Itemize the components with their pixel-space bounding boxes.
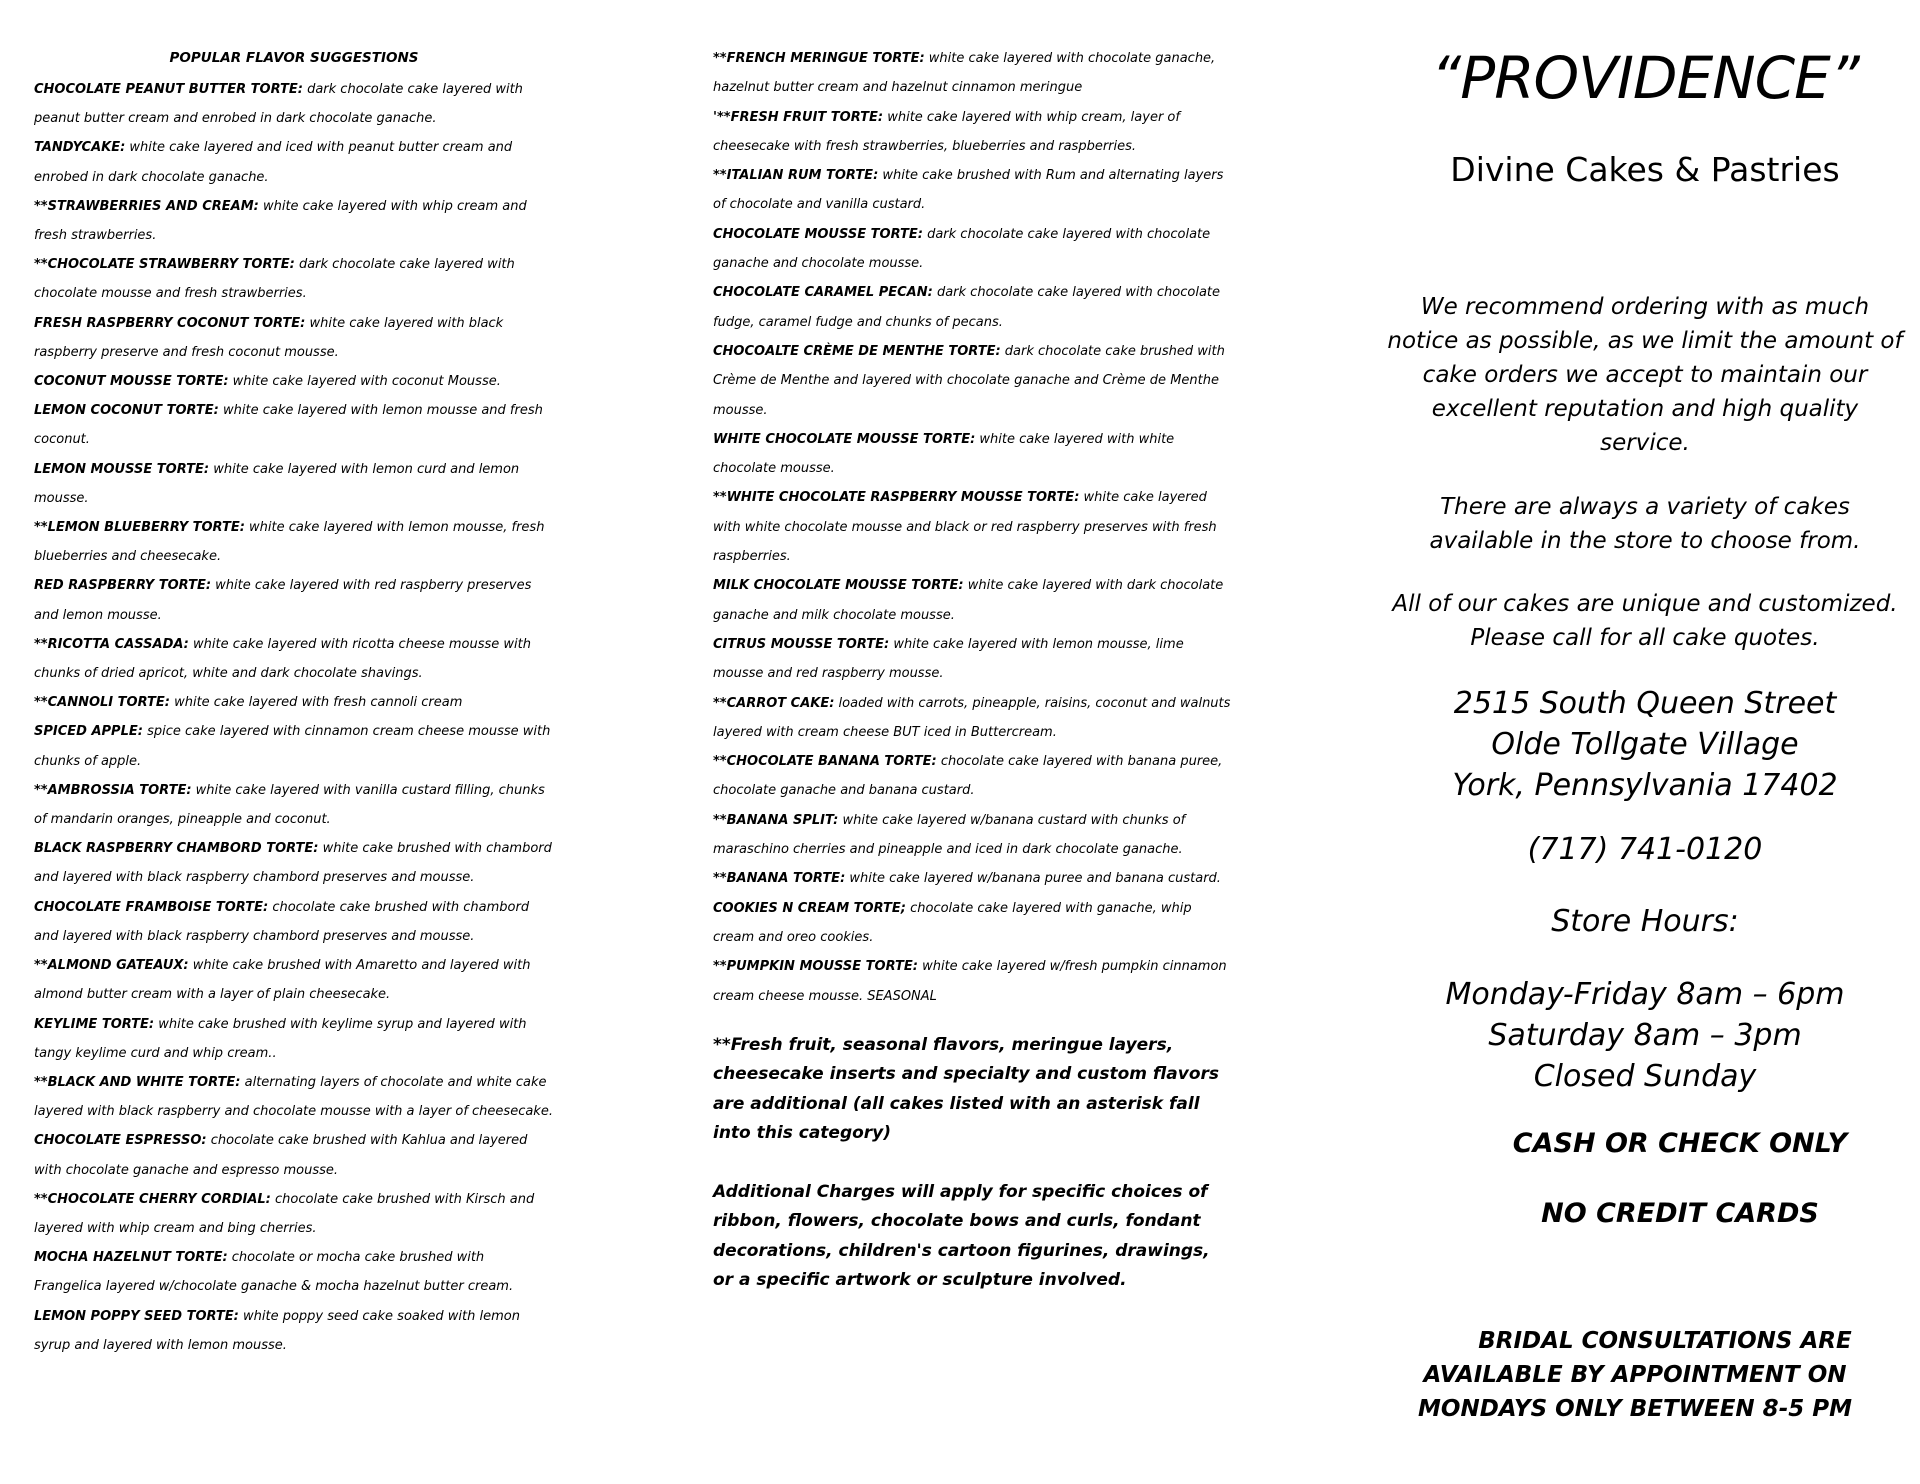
flavor-item	[34, 455, 554, 513]
flavor-name: **RICOTTA CASSADA:	[34, 636, 189, 652]
flavor-item	[34, 1126, 554, 1184]
store-hours	[1380, 974, 1910, 1097]
flavor-column-2	[713, 44, 1233, 1325]
flavor-name: **ALMOND GATEAUX:	[34, 958, 189, 974]
flavor-name: MILK CHOCOLATE MOUSSE TORTE:	[713, 578, 964, 594]
flavor-name: BLACK RASPBERRY CHAMBORD TORTE:	[34, 841, 319, 857]
flavor-item	[713, 483, 1233, 571]
brand-title: “PROVIDENCE”	[1431, 44, 1859, 112]
flavor-description: white cake layered with white chocolate mousse.	[713, 431, 1175, 477]
flavor-name: TANDYCAKE:	[34, 140, 126, 156]
flavor-description: white cake layered with lemon mousse and fresh coconut.	[34, 403, 543, 448]
flavor-name: '**FRESH FRUIT TORTE:	[713, 109, 884, 125]
flavor-item	[34, 571, 554, 629]
flavor-name: **CHOCOLATE CHERRY CORDIAL:	[34, 1191, 271, 1207]
flavor-name: **CANNOLI TORTE:	[34, 695, 170, 711]
flavor-description: white cake layered and iced with peanut butter cream and enrobed in dark chocolate ganache.	[34, 140, 513, 185]
flavor-name: WHITE CHOCOLATE MOUSSE TORTE:	[713, 431, 976, 447]
hours-line: Monday-Friday 8am – 6pm	[1445, 977, 1845, 1012]
flavor-name: LEMON COCONUT TORTE:	[34, 403, 219, 419]
flavor-description: chocolate cake layered with ganache, whip cream and oreo cookies.	[713, 900, 1192, 945]
flavor-item	[713, 894, 1233, 953]
flavor-item	[713, 337, 1233, 425]
flavor-description: white cake layered with coconut Mousse.	[228, 374, 501, 390]
brand-subtitle: Divine Cakes & Pastries	[1450, 150, 1840, 189]
flavor-item	[34, 1302, 554, 1360]
flavor-name: **CHOCOLATE STRAWBERRY TORTE:	[34, 257, 295, 273]
flavor-item	[34, 396, 554, 454]
flavor-item	[34, 893, 554, 951]
flavor-description: white cake brushed with chambord and layered with black raspberry chambord preserves and mousse.	[34, 841, 552, 886]
hours-line: Saturday 8am – 3pm	[1488, 1018, 1802, 1053]
phone-number: (717) 741-0120	[1527, 832, 1763, 867]
flavor-item	[34, 309, 554, 367]
flavor-description: white cake layered with whip cream, layer of cheesecake with fresh strawberries, blueberries and raspberries.	[713, 109, 1180, 154]
flavor-description: white cake layered with lemon curd and lemon mousse.	[34, 461, 520, 506]
hours-title: Store Hours:	[1551, 904, 1739, 939]
bridal-line: AVAILABLE BY APPOINTMENT ON	[1423, 1362, 1847, 1388]
flavor-description: white cake brushed with keylime syrup and layered with tangy keylime curd and whip cream..	[34, 1016, 527, 1061]
bridal-line: MONDAYS ONLY BETWEEN 8-5 PM	[1418, 1396, 1852, 1422]
flavor-list-1	[34, 75, 554, 1360]
flavor-description: white cake layered w/banana puree and banana custard.	[845, 871, 1221, 887]
flavor-item	[34, 1243, 554, 1301]
additional-flavor-note: **Fresh fruit, seasonal flavors, meringue layers, cheesecake inserts and specialty and custom flavors are additional (all cakes listed with an asterisk fall into this category)	[713, 1034, 1220, 1144]
flavor-name: CITRUS MOUSSE TORTE:	[713, 636, 890, 652]
flavor-description: white poppy seed cake soaked with lemon syrup and layered with lemon mousse.	[34, 1308, 520, 1353]
flavor-description: dark chocolate cake layered with chocolate fudge, caramel fudge and chunks of pecans.	[713, 285, 1221, 330]
flavor-name: **CHOCOLATE BANANA TORTE:	[713, 754, 937, 770]
variety-notice: There are always a variety of cakes available in the store to choose from.	[1429, 494, 1861, 554]
flavor-item	[713, 747, 1233, 806]
flavor-item	[34, 250, 554, 308]
flavor-item	[34, 133, 554, 191]
flavor-item	[713, 220, 1233, 279]
flavor-description: white cake layered with lemon mousse, fresh blueberries and cheesecake.	[34, 520, 545, 565]
flavor-name: **STRAWBERRIES AND CREAM:	[34, 198, 259, 214]
flavor-description: spice cake layered with cinnamon cream cheese mousse with chunks of apple.	[34, 724, 551, 769]
flavor-item	[34, 951, 554, 1009]
flavor-item	[713, 864, 1233, 893]
address-line: 2515 South Queen Street	[1453, 686, 1837, 721]
flavor-description: white cake layered with whip cream and fresh strawberries.	[34, 198, 527, 244]
flavor-item	[34, 834, 554, 892]
flavor-name: **BANANA SPLIT:	[713, 812, 839, 828]
flavor-name: MOCHA HAZELNUT TORTE:	[34, 1250, 228, 1266]
flavor-description: white cake layered with vanilla custard filling, chunks of mandarin oranges, pineapple and coconut.	[34, 782, 545, 828]
flavor-description: white cake brushed with Rum and alternating layers of chocolate and vanilla custard.	[713, 168, 1224, 213]
flavor-name: COOKIES N CREAM TORTE;	[713, 900, 906, 916]
flavor-description: alternating layers of chocolate and white cake layered with black raspberry and chocolate mousse with a layer of cheesecake.	[34, 1074, 553, 1120]
flavor-description: white cake layered w/fresh pumpkin cinnamon cream cheese mousse. SEASONAL	[713, 959, 1227, 1004]
flavor-description: dark chocolate cake layered with chocolate mousse and fresh strawberries.	[34, 257, 515, 302]
flavor-list-2	[713, 44, 1233, 1011]
flavor-description: dark chocolate cake layered with peanut butter cream and enrobed in dark chocolate ganache.	[34, 82, 523, 127]
flavor-name: **CARROT CAKE:	[713, 695, 835, 711]
store-address	[1380, 683, 1910, 806]
flavor-name: FRESH RASPBERRY COCONUT TORTE:	[34, 315, 306, 331]
flavor-item	[713, 571, 1233, 630]
flavor-name: **BLACK AND WHITE TORTE:	[34, 1074, 241, 1090]
flavor-description: chocolate cake brushed with chambord and layered with black raspberry chambord preserves and mousse.	[34, 899, 530, 944]
flavor-item	[713, 806, 1233, 865]
address-line: Olde Tollgate Village	[1491, 727, 1799, 762]
flavor-description: white cake layered with red raspberry preserves and lemon mousse.	[34, 578, 532, 623]
flavor-item	[34, 776, 554, 834]
flavor-name: CHOCOLATE ESPRESSO:	[34, 1133, 207, 1149]
flavor-item	[34, 1068, 554, 1126]
flavor-item	[713, 278, 1233, 337]
additional-charges-note: Additional Charges will apply for specific choices of ribbon, flowers, chocolate bows and curls, fondant decorations, children's cartoon figurines, drawings, or a specific artwork or sculpture involved.	[713, 1181, 1210, 1291]
flavor-name: CHOCOLATE FRAMBOISE TORTE:	[34, 899, 269, 915]
flavor-description: white cake layered w/banana custard with chunks of maraschino cherries and pineapple and iced in dark chocolate ganache.	[713, 812, 1186, 858]
flavor-name: CHOCOLATE CARAMEL PECAN:	[713, 285, 933, 301]
flavor-name: **FRENCH MERINGUE TORTE:	[713, 51, 925, 66]
flavor-item	[713, 161, 1233, 220]
flavor-item	[34, 1010, 554, 1068]
flavor-name: SPICED APPLE:	[34, 724, 143, 740]
flavor-name: CHOCOLATE MOUSSE TORTE:	[713, 226, 923, 242]
flavor-description: chocolate or mocha cake brushed with Frangelica layered w/chocolate ganache & mocha hazelnut butter cream.	[34, 1250, 514, 1295]
flavor-name: **WHITE CHOCOLATE RASPBERRY MOUSSE TORTE:	[713, 490, 1080, 506]
flavor-name: **ITALIAN RUM TORTE:	[713, 168, 879, 184]
flavor-description: white cake layered with lemon mousse, lime mousse and red raspberry mousse.	[713, 636, 1184, 682]
flavor-name: **AMBROSSIA TORTE:	[34, 782, 192, 798]
flavor-heading: POPULAR FLAVOR SUGGESTIONS	[169, 50, 419, 66]
flavor-item	[34, 75, 554, 133]
flavor-name: RED RASPBERRY TORTE:	[34, 578, 212, 594]
flavor-item	[34, 630, 554, 688]
flavor-item	[34, 367, 554, 396]
flavor-item	[713, 630, 1233, 689]
flavor-name: COCONUT MOUSSE TORTE:	[34, 374, 229, 390]
flavor-description: white cake layered with ricotta cheese mousse with chunks of dried apricot, white and dark chocolate shavings.	[34, 636, 531, 682]
flavor-description: white cake layered with chocolate ganache, hazelnut butter cream and hazelnut cinnamon meringue	[713, 51, 1216, 96]
flavor-description: white cake layered with fresh cannoli cream	[169, 695, 463, 711]
flavor-description: chocolate cake layered with banana puree, chocolate ganache and banana custard.	[713, 754, 1223, 799]
flavor-item	[34, 1185, 554, 1243]
pricing-notes	[713, 1031, 1233, 1296]
credit-card-policy: NO CREDIT CARDS	[1541, 1198, 1819, 1229]
flavor-description: white cake brushed with Amaretto and layered with almond butter cream with a layer of plain cheesecake.	[34, 958, 531, 1003]
flavor-name: **LEMON BLUEBERRY TORTE:	[34, 520, 245, 536]
flavor-item	[34, 192, 554, 250]
flavor-description: loaded with carrots, pineapple, raisins, coconut and walnuts layered with cream cheese BUT iced in Buttercream.	[713, 695, 1231, 740]
flavor-description: dark chocolate cake layered with chocolate ganache and chocolate mousse.	[713, 226, 1211, 272]
flavor-item	[713, 44, 1233, 103]
flavor-description: chocolate cake brushed with Kahlua and layered with chocolate ganache and espresso mousse.	[34, 1133, 528, 1178]
flavor-name: CHOCOALTE CRÈME DE MENTHE TORTE:	[713, 343, 1001, 359]
flavor-description: white cake layered with white chocolate mousse and black or red raspberry preserves with fresh raspberries.	[713, 490, 1217, 565]
flavor-name: KEYLIME TORTE:	[34, 1016, 155, 1032]
flavor-item	[713, 952, 1233, 1011]
flavor-column-1	[34, 50, 554, 1360]
flavor-name: **PUMPKIN MOUSSE TORTE:	[713, 959, 918, 975]
custom-notice: All of our cakes are unique and customized. Please call for all cake quotes.	[1392, 591, 1898, 651]
flavor-description: white cake layered with black raspberry preserve and fresh coconut mousse.	[34, 315, 504, 360]
flavor-item	[713, 103, 1233, 162]
flavor-description: white cake layered with dark chocolate ganache and milk chocolate mousse.	[713, 578, 1224, 623]
flavor-description: chocolate cake brushed with Kirsch and layered with whip cream and bing cherries.	[34, 1191, 535, 1236]
flavor-item	[34, 688, 554, 717]
flavor-item	[34, 513, 554, 571]
bridal-consultation-notice	[1370, 1324, 1900, 1426]
ordering-notice: We recommend ordering with as much notice as possible, as we limit the amount of cake orders we accept to maintain our excellent reputation and high quality service.	[1387, 294, 1903, 456]
flavor-item	[34, 717, 554, 775]
flavor-name: LEMON MOUSSE TORTE:	[34, 461, 210, 477]
flavor-name: **BANANA TORTE:	[713, 871, 846, 887]
bridal-line: BRIDAL CONSULTATIONS ARE	[1478, 1328, 1852, 1354]
flavor-item	[713, 425, 1233, 484]
hours-line: Closed Sunday	[1533, 1059, 1757, 1094]
flavor-item	[713, 689, 1233, 748]
flavor-description: dark chocolate cake brushed with Crème de Menthe and layered with chocolate ganache and Crème de Menthe mousse.	[713, 343, 1225, 418]
address-line: York, Pennsylvania 17402	[1452, 768, 1838, 803]
flavor-name: LEMON POPPY SEED TORTE:	[34, 1308, 239, 1324]
flavor-name: CHOCOLATE PEANUT BUTTER TORTE:	[34, 82, 303, 97]
payment-policy: CASH OR CHECK ONLY	[1512, 1128, 1848, 1159]
